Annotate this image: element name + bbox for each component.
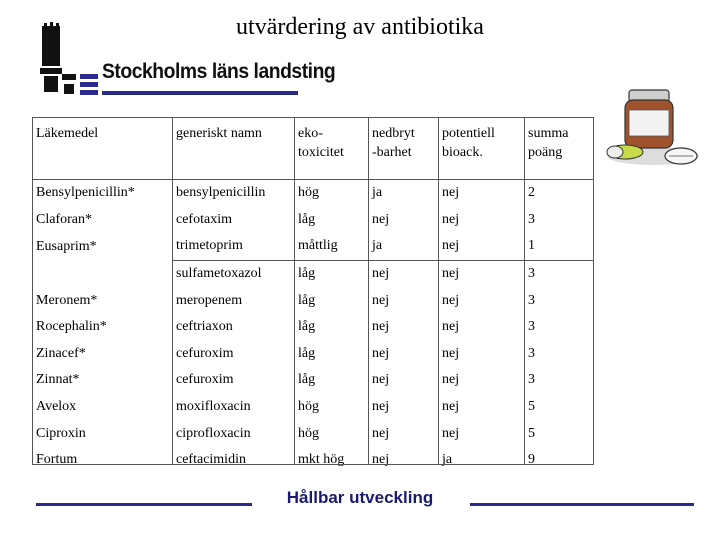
table-header-row bbox=[32, 117, 594, 180]
table-cell: nej bbox=[442, 211, 460, 227]
table-row bbox=[32, 287, 594, 314]
footer-text: Hållbar utveckling bbox=[286, 488, 434, 507]
header-cell: nedbryt -barhet bbox=[372, 126, 415, 160]
table-cell: Zinacef* bbox=[36, 345, 86, 361]
table-cell: meropenem bbox=[176, 292, 243, 308]
table-cell: låg bbox=[298, 292, 316, 308]
table-cell: nej bbox=[372, 211, 390, 227]
table-cell: nej bbox=[442, 238, 460, 254]
table-cell: ja bbox=[368, 180, 438, 207]
logo-bars-icon bbox=[60, 72, 100, 96]
table-cell: Meronem* bbox=[36, 292, 98, 308]
table-row bbox=[32, 394, 594, 421]
table-cell: 3 bbox=[524, 260, 594, 287]
table-cell: 1 bbox=[528, 238, 535, 254]
table-cell: 3 bbox=[528, 345, 535, 361]
table-cell: nej bbox=[372, 399, 390, 415]
header-cell: Läkemedel bbox=[36, 126, 99, 141]
table-row bbox=[32, 447, 594, 474]
table-cell: 3 bbox=[528, 211, 535, 227]
header-cell: eko- toxicitet bbox=[298, 126, 344, 160]
table-row bbox=[32, 341, 594, 368]
header-cell: generiskt namn bbox=[176, 126, 262, 141]
table-row bbox=[32, 180, 594, 207]
column-divider bbox=[172, 117, 173, 465]
table-cell: mkt hög bbox=[298, 452, 345, 468]
table-cell: cefuroxim bbox=[176, 372, 234, 388]
table-cell: nej bbox=[442, 319, 460, 335]
table-row bbox=[32, 367, 594, 394]
table-cell: 9 bbox=[528, 452, 535, 468]
table-cell: trimetoprim bbox=[176, 238, 243, 254]
column-divider bbox=[294, 117, 295, 465]
table-cell: moxifloxacin bbox=[176, 399, 251, 415]
logo bbox=[30, 20, 336, 100]
table-cell: ja bbox=[442, 452, 453, 468]
table-cell: nej bbox=[442, 292, 460, 308]
column-divider bbox=[524, 117, 525, 465]
table-cell: sulfametoxazol bbox=[172, 260, 294, 287]
table-cell: hög bbox=[294, 180, 368, 207]
table-cell: måttlig bbox=[298, 238, 338, 254]
table-cell: Bensylpenicillin* bbox=[32, 180, 172, 207]
medicine-pills-icon bbox=[603, 86, 703, 166]
table-cell: 5 bbox=[528, 399, 535, 415]
table-row bbox=[32, 207, 594, 234]
footer-rule-right bbox=[470, 503, 694, 506]
table-cell: 3 bbox=[528, 292, 535, 308]
footer-rule-left bbox=[36, 503, 252, 506]
table-cell: nej bbox=[372, 319, 390, 335]
table-cell: cefuroxim bbox=[176, 345, 234, 361]
header-cell: summa poäng bbox=[528, 126, 569, 160]
table-cell: nej bbox=[442, 345, 460, 361]
table-cell: nej bbox=[372, 345, 390, 361]
table-cell: nej bbox=[372, 372, 390, 388]
table-cell: nej bbox=[372, 452, 390, 468]
table-cell bbox=[32, 260, 172, 287]
table-cell: ciprofloxacin bbox=[176, 425, 251, 441]
table-cell: 2 bbox=[524, 180, 594, 207]
table-cell: nej bbox=[442, 372, 460, 388]
logo-text: Stockholms läns landsting bbox=[102, 60, 336, 83]
table-cell: ceftriaxon bbox=[176, 319, 233, 335]
logo-underline bbox=[102, 91, 298, 95]
table-cell: nej bbox=[372, 292, 390, 308]
table-cell: 3 bbox=[528, 372, 535, 388]
page-title: utvärdering av antibiotika bbox=[236, 14, 484, 40]
table-cell: låg bbox=[298, 319, 316, 335]
column-divider bbox=[368, 117, 369, 465]
table-cell: nej bbox=[442, 399, 460, 415]
table-cell: hög bbox=[298, 425, 319, 441]
table-cell: nej bbox=[368, 260, 438, 287]
table-cell: 5 bbox=[528, 425, 535, 441]
table-cell: nej bbox=[372, 425, 390, 441]
table-cell: Rocephalin* bbox=[36, 319, 107, 335]
antibiotics-table bbox=[32, 117, 594, 474]
table-cell: ja bbox=[372, 238, 383, 254]
table-row bbox=[32, 420, 594, 447]
table-cell: låg bbox=[294, 260, 368, 287]
table-cell: Fortum bbox=[36, 452, 78, 468]
table-row bbox=[32, 233, 594, 260]
table-cell: låg bbox=[298, 372, 316, 388]
table-cell: Claforan* bbox=[36, 211, 92, 227]
table-cell: ceftacimidin bbox=[176, 452, 246, 468]
table-cell: låg bbox=[298, 345, 316, 361]
table-row bbox=[32, 314, 594, 341]
header-cell: potentiell bioack. bbox=[442, 126, 495, 160]
column-divider bbox=[438, 117, 439, 465]
crown-emblem-icon bbox=[40, 22, 62, 94]
table-cell: nej bbox=[442, 425, 460, 441]
table-cell: Eusaprim* bbox=[36, 238, 97, 254]
table-cell: Ciproxin bbox=[36, 425, 86, 441]
table-cell: cefotaxim bbox=[176, 211, 232, 227]
table-cell: nej bbox=[438, 180, 524, 207]
table-cell: nej bbox=[438, 260, 524, 287]
table-cell: 3 bbox=[528, 319, 535, 335]
table-cell: bensylpenicillin bbox=[172, 180, 294, 207]
table-cell: hög bbox=[298, 399, 319, 415]
table-cell: låg bbox=[298, 211, 316, 227]
table-cell: Avelox bbox=[36, 399, 77, 415]
table-row bbox=[32, 260, 594, 287]
table-cell: Zinnat* bbox=[36, 372, 80, 388]
